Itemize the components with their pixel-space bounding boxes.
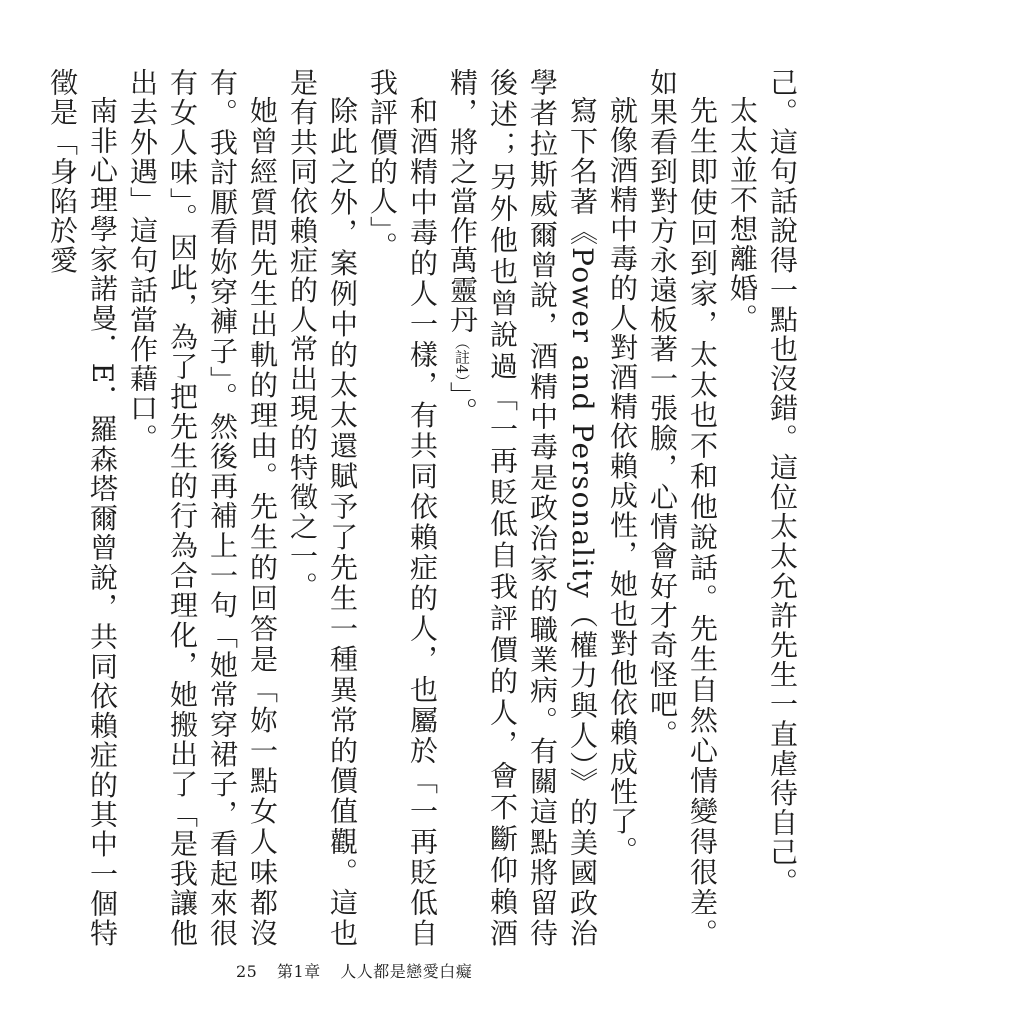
paragraph-8: 她曾經質問先生出軌的理由。先生的回答是「妳一點女人味都沒有。我討厭看妳穿褲子」。然後再補上一句「她常穿裙子，看起來很有女人味」。因此，為了把先生的行為合理化，她搬出了「是我讓他出去外遇」這句話當作藉口。 bbox=[126, 68, 279, 948]
vertical-body-text bbox=[46, 68, 802, 948]
paragraph-3: 先生即使回到家，太太也不和他說話。先生自然心情變得很差。如果看到對方永遠板著一張臉，心情會好才奇怪吧。 bbox=[646, 68, 719, 948]
paragraph-5 bbox=[442, 68, 602, 948]
paragraph-6: 和酒精中毒的人一樣，有共同依賴症的人，也屬於「一再貶低自我評價的人」。 bbox=[366, 68, 439, 948]
paragraph-7: 除此之外，案例中的太太還賦予了先生一種異常的價值觀。這也是有共同依賴症的人常出現的特徵之一。 bbox=[286, 68, 359, 948]
paragraph-5-text: 寫下名著《Power and Personality（權力與人）》的美國政治學者拉斯威爾曾說，酒精中毒是政治家的職業病。有關這點將留待後述；另外他也曾說過「一再貶低自我評價的人，會不斷仰賴酒精，將之當作萬靈丹 bbox=[446, 68, 599, 948]
paragraph-5-end: 」。 bbox=[446, 381, 479, 427]
page-footer bbox=[236, 962, 486, 982]
paragraph-4: 就像酒精中毒的人對酒精依賴成性，她也對他依賴成性了。 bbox=[606, 96, 639, 866]
paragraph-1: 己。這句話說得一點也沒錯。這位太太允許先生一直虐待自己。 bbox=[766, 68, 799, 897]
paragraph-2: 太太並不想離婚。 bbox=[726, 96, 759, 333]
footnote-marker: （註4） bbox=[453, 334, 471, 382]
chapter-title: 人人都是戀愛白癡 bbox=[340, 962, 473, 981]
page-number: 25 bbox=[236, 962, 258, 981]
paragraph-9: 南非心理學家諾曼．E．羅森塔爾曾說，共同依賴症的其中一個特徵是「身陷於愛 bbox=[46, 68, 119, 948]
chapter-label: 第1章 bbox=[276, 962, 321, 981]
